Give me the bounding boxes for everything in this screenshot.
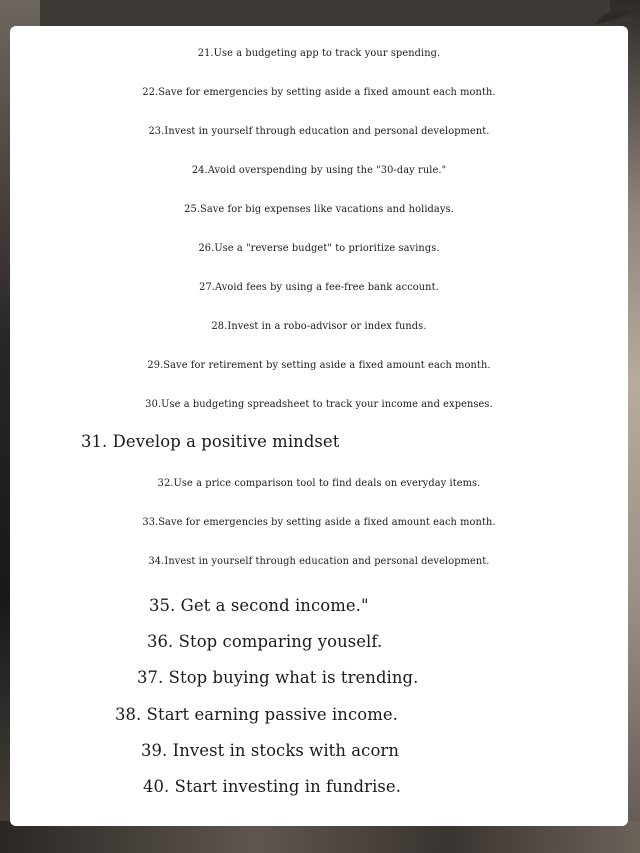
tip-38: 38. Start earning passive income. xyxy=(115,705,398,724)
plant-leaf-icon xyxy=(594,6,634,28)
tip-36: 36. Stop comparing youself. xyxy=(147,632,383,651)
tip-30: 30.Use a budgeting spreadsheet to track your income and expenses. xyxy=(145,399,493,410)
tip-25: 25.Save for big expenses like vacations and holidays. xyxy=(184,204,454,215)
tip-21: 21.Use a budgeting app to track your spending. xyxy=(197,48,441,59)
tip-32: 32.Use a price comparison tool to find deals on everyday items. xyxy=(157,478,481,489)
tips-card xyxy=(10,26,628,826)
tip-37: 37. Stop buying what is trending. xyxy=(137,668,419,687)
tip-27: 27.Avoid fees by using a fee-free bank account. xyxy=(199,282,439,293)
tip-34: 34.Invest in yourself through education and personal development. xyxy=(148,556,490,567)
tip-40: 40. Start investing in fundrise. xyxy=(143,777,402,796)
tip-35: 35. Get a second income." xyxy=(149,596,369,615)
tip-22: 22.Save for emergencies by setting aside a fixed amount each month. xyxy=(142,87,496,98)
tip-33: 33.Save for emergencies by setting aside a fixed amount each month. xyxy=(142,517,496,528)
tip-26: 26.Use a "reverse budget" to prioritize savings. xyxy=(198,243,440,254)
tip-29: 29.Save for retirement by setting aside a fixed amount each month. xyxy=(147,360,491,371)
tip-28: 28.Invest in a robo-advisor or index funds. xyxy=(211,321,427,332)
tip-39: 39. Invest in stocks with acorn xyxy=(141,741,400,760)
tip-24: 24.Avoid overspending by using the "30-day rule." xyxy=(191,165,447,176)
tip-23: 23.Invest in yourself through education and personal development. xyxy=(148,126,490,137)
tip-31: 31. Develop a positive mindset xyxy=(81,432,340,451)
